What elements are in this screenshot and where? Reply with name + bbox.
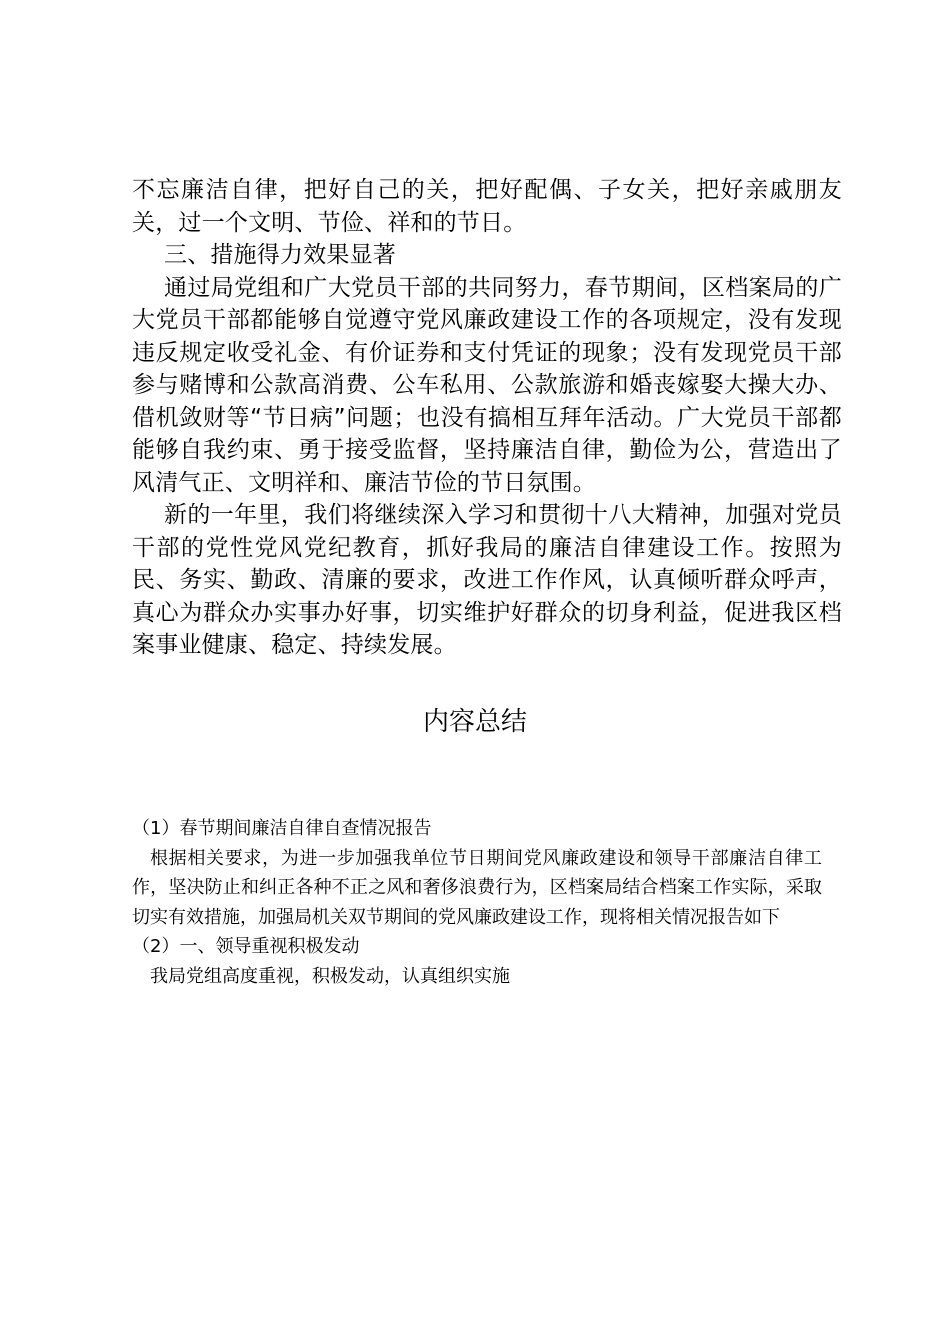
section-heading: 三、措施得力效果显著 bbox=[164, 242, 396, 268]
main-body-text bbox=[132, 174, 842, 662]
summary-item-1-body: 根据相关要求，为进一步加强我单位节日期间党风廉政建设和领导干部廉洁自律工作，坚决防止和纠正各种不正之风和奢侈浪费行为，区档案局结合档案工作实际，采取切实有效措施，加强局机关双节期间的党风廉政建设工作，现将相关情况报告如下 bbox=[132, 847, 822, 928]
summary-item-2-body: 我局党组高度重视，积极发动，认真组织实施 bbox=[150, 965, 510, 987]
summary-title: 内容总结 bbox=[422, 707, 527, 737]
summary-item-1-heading: （1）春节期间廉洁自律自查情况报告 bbox=[132, 818, 432, 839]
paragraph-outlook: 新的一年里，我们将继续深入学习和贯彻十八大精神，加强对党员干部的党性党风党纪教育，抓好我局的廉洁自律建设工作。按照为民、务实、勤政、清廉的要求，改进工作作风，认真倾听群众呼声，真心为群众办实事办好事，切实维护好群众的切身利益，促进我区档案事业健康、稳定、持续发展。 bbox=[132, 502, 842, 658]
paragraph-continuation: 不忘廉洁自律，把好自己的关，把好配偶、子女关，把好亲戚朋友关，过一个文明、节俭、祥和的节日。 bbox=[132, 177, 842, 236]
paragraph-results: 通过局党组和广大党员干部的共同努力，春节期间，区档案局的广大党员干部都能够自觉遵守党风廉政建设工作的各项规定，没有发现违反规定收受礼金、有价证券和支付凭证的现象；没有发现党员干部参与赌博和公款高消费、公车私用、公款旅游和婚丧嫁娶大操大办、借机敛财等“节日病”问题；也没有搞相互拜年活动。广大党员干部都能够自我约束、勇于接受监督，坚持廉洁自律，勤俭为公，营造出了风清气正、文明祥和、廉洁节俭的节日氛围。 bbox=[132, 274, 842, 496]
summary-section bbox=[132, 814, 822, 991]
summary-item-2-heading: （2）一、领导重视积极发动 bbox=[132, 936, 360, 957]
